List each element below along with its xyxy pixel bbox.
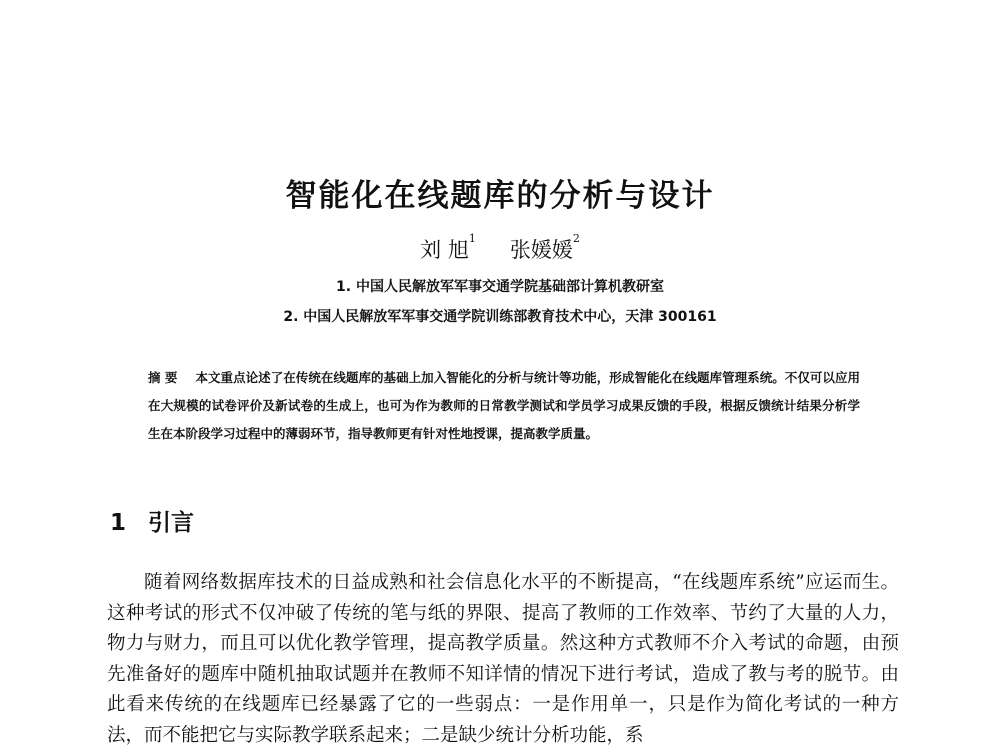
affiliation-1: 1. 中国人民解放军军事交通学院基础部计算机教研室 [336,279,664,295]
abstract-label: 摘 要 [148,370,178,385]
body-text [107,568,899,751]
section-title: 引言 [148,510,195,536]
abstract [148,364,860,448]
author-affil-mark-2: 2 [572,232,580,245]
section-heading [110,504,194,537]
abstract-text: 本文重点论述了在传统在线题库的基础上加入智能化的分析与统计等功能，形成智能化在线题库管理系统。不仅可以应用在大规模的试卷评价及新试卷的生成上，也可为作为教师的日常教学测试和学员学习成果反馈的手段，根据反馈统计结果分析学生在本阶段学习过程中的薄弱环节，指导教师更有针对性地授课，提高教学质量。 [148,370,860,441]
paragraph: 随着网络数据库技术的日益成熟和社会信息化水平的不断提高，“在线题库系统”应运而生。这种考试的形式不仅冲破了传统的笔与纸的界限、提高了教师的工作效率、节约了大量的人力，物力与财力，而且可以优化教学管理，提高教学质量。然这种方式教师不介入考试的命题，由预先准备好的题库中随机抽取试题并在教师不知详情的情况下进行考试，造成了教与考的脱节。由此看来传统的在线题库已经暴露了它的一些弱点：一是作用单一，只是作为简化考试的一种方法，而不能把它与实际教学联系起来；二是缺少统计分析功能，系 [107,572,899,746]
section-number: 1 [110,510,127,536]
author-affil-mark-1: 1 [468,232,476,245]
author-name-2: 张媛媛 [509,238,573,262]
paper-title: 智能化在线题库的分析与设计 [285,178,715,214]
affiliation-2: 2. 中国人民解放军军事交通学院训练部教育技术中心，天津 300161 [283,309,717,325]
author-name-1: 刘 旭 [420,238,469,262]
author-line [0,234,1000,264]
